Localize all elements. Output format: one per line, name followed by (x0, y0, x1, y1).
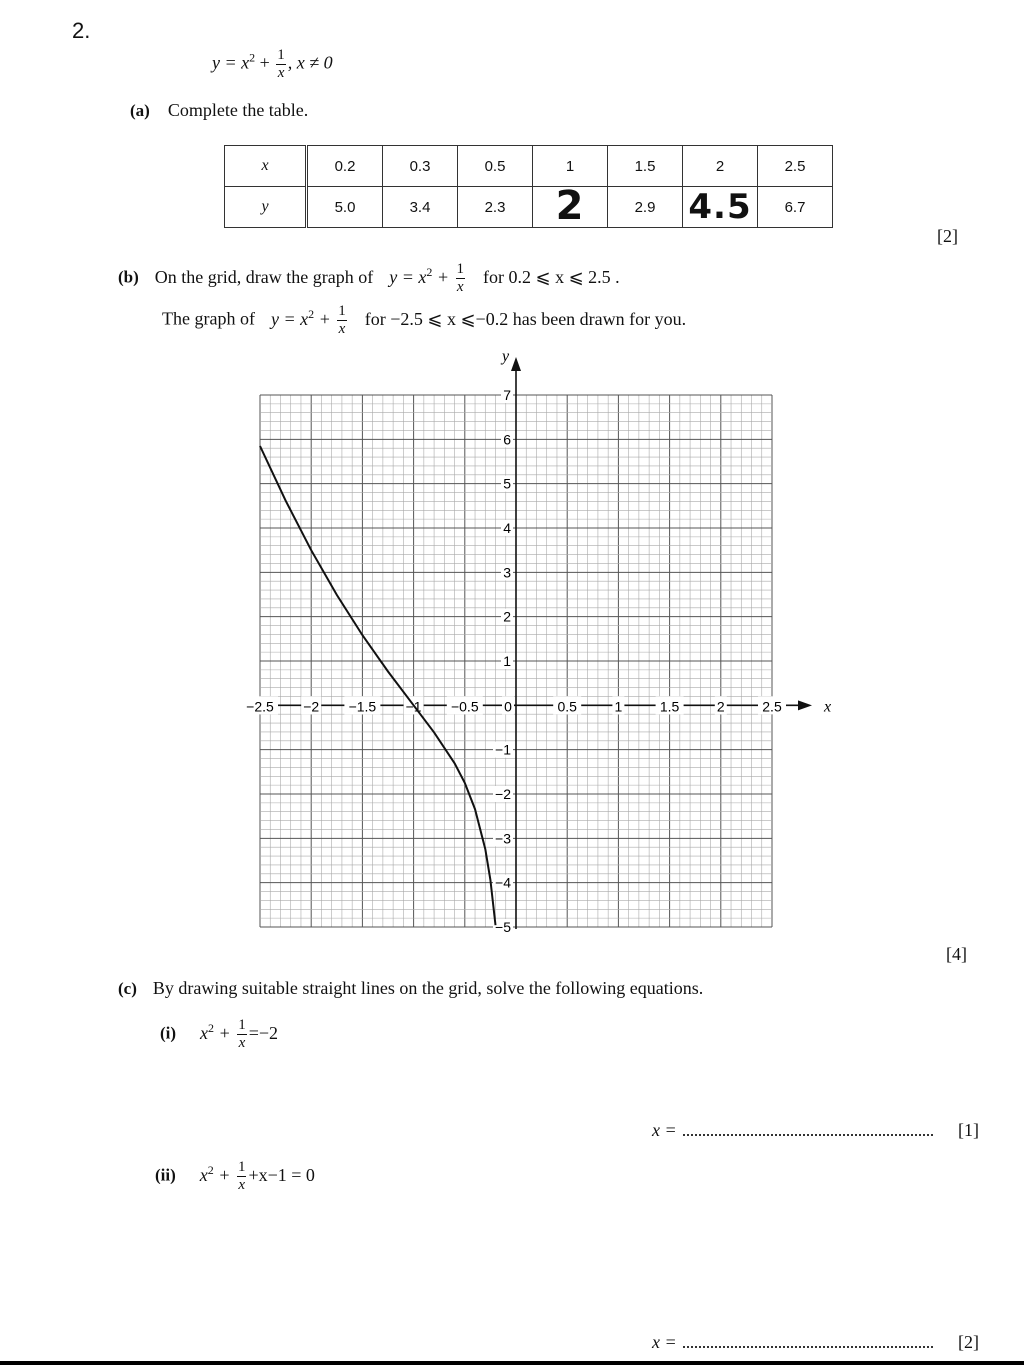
exp: 2 (308, 306, 315, 321)
part-b-text: On the grid, draw the graph of (154, 266, 374, 287)
x-tick-label: 0 (504, 698, 512, 715)
table-header-y: y (225, 187, 307, 228)
part-b-range: for 0.2 ⩽ x ⩽ 2.5 . (483, 266, 620, 287)
graph-grid[interactable] (220, 345, 830, 935)
part-a-marks: [2] (937, 226, 958, 246)
function-frac-num: 1 (277, 47, 285, 63)
question-number: 2. (72, 18, 91, 43)
table-cell: 0.3 (383, 146, 458, 187)
part-c-ii-label: (ii) (155, 1165, 176, 1185)
table-cell: 3.4 (383, 187, 458, 228)
function-definition (212, 48, 333, 81)
function-exponent: 2 (249, 50, 256, 65)
answer-line-ii[interactable] (652, 1332, 933, 1353)
frac-num: 1 (238, 1017, 246, 1033)
y-tick-label: 5 (503, 475, 511, 492)
function-frac-den: x (277, 65, 285, 81)
values-table (224, 145, 833, 228)
x-tick-label: 2.5 (762, 698, 782, 715)
table-cell: 6.7 (758, 187, 833, 228)
x-tick-label: 1 (614, 698, 623, 715)
answer-field-ii[interactable] (683, 1346, 933, 1348)
exp: 2 (208, 1020, 215, 1035)
part-b-text-2: The graph of (162, 308, 255, 329)
answer-prefix-ii: x = (652, 1332, 677, 1352)
table-cell: 1.5 (608, 146, 683, 187)
part-b-range-2: for −2.5 ⩽ x ⩽−0.2 has been drawn for you. (364, 308, 687, 329)
y-axis-arrow (511, 357, 521, 371)
table-cell: 1 (533, 146, 608, 187)
equation-tail-i: =−2 (248, 1022, 279, 1043)
table-cell: 5.0 (307, 187, 383, 228)
table-cell: 0.2 (307, 146, 383, 187)
y-tick-label: −4 (495, 874, 511, 891)
frac-den: x (238, 1177, 246, 1193)
table-cell: 2 (683, 146, 758, 187)
part-c-instruction: By drawing suitable straight lines on the grid, solve the following equations. (152, 978, 704, 998)
answer-prefix-i: x = (652, 1120, 677, 1140)
table-cell-answer[interactable] (683, 187, 758, 228)
table-cell-answer[interactable] (533, 183, 608, 229)
answer-field-i[interactable] (683, 1134, 933, 1136)
table-row-x (225, 146, 833, 187)
x-tick-label: 1.5 (659, 698, 680, 715)
x-tick-label: −1 (405, 698, 422, 715)
exp: 2 (426, 264, 433, 279)
table-cell: 2.3 (458, 187, 533, 228)
part-b-label: (b) (118, 267, 139, 287)
handwritten-answer: 2 (555, 183, 585, 229)
part-c-i: (i) $x^2$ + $\frac{1}{x}$ =−2 (160, 1017, 279, 1051)
part-c-ii: (ii) $x^2$ + $\frac{1}{x}$ +x−1 = 0 (155, 1159, 315, 1193)
x-tick-label: 0.5 (557, 698, 577, 715)
y-tick-label: 6 (503, 431, 511, 448)
y-tick-label: −1 (495, 741, 511, 758)
part-c-i-label: (i) (160, 1023, 177, 1043)
frac-num: 1 (338, 303, 346, 319)
function-plus: + (255, 52, 275, 73)
table-row-y (225, 187, 833, 228)
x-tick-label: −2.5 (246, 698, 274, 715)
part-c-label: (c) (118, 979, 137, 998)
frac-den: x (456, 279, 464, 295)
part-b-line2: The graph of $y = x^2$ + $\frac{1}{x}$ for −2.5 ⩽ x ⩽−0.2 has been drawn for you. (162, 303, 687, 337)
part-b-marks: [4] (946, 944, 967, 964)
handwritten-answer: 4.5 (688, 187, 752, 227)
equation-tail-ii: +x−1 = 0 (248, 1164, 315, 1185)
y-tick-label: 7 (503, 387, 511, 403)
x-tick-label: −1.5 (348, 698, 377, 715)
frac-num: 1 (237, 1159, 246, 1175)
part-b-line1: (b) On the grid, draw the graph of $y = x^2$ + $\frac{1}{x}$ for 0.2 ⩽ x ⩽ 2.5 . (118, 261, 620, 295)
x-tick-label: −0.5 (450, 698, 479, 715)
exp: 2 (207, 1162, 214, 1177)
x-tick-label: 2 (716, 698, 725, 715)
frac-num: 1 (456, 261, 464, 277)
part-a-instruction: Complete the table. (167, 100, 309, 120)
y-tick-label: −5 (495, 919, 511, 935)
y-tick-label: 1 (503, 653, 511, 669)
y-tick-label: −2 (495, 786, 511, 802)
table-header-x: x (225, 146, 307, 187)
y-tick-label: 2 (503, 608, 511, 625)
x-axis-arrow (798, 700, 812, 710)
y-tick-label: 3 (503, 564, 511, 581)
frac-den: x (238, 1035, 246, 1051)
function-condition: , x ≠ 0 (287, 52, 333, 73)
part-c-i-marks: [1] (958, 1120, 979, 1140)
y-tick-label: 4 (503, 520, 511, 536)
table-cell: 0.5 (458, 146, 533, 187)
answer-line-i[interactable] (652, 1120, 933, 1141)
x-tick-label: −2 (303, 698, 320, 715)
frac-den: x (338, 321, 346, 337)
y-axis-label: y (502, 348, 510, 365)
function-lhs: y = x (212, 52, 250, 73)
x-axis-label: x (824, 698, 832, 716)
table-cell: 2.9 (608, 187, 683, 228)
curve-series-line (260, 446, 496, 925)
page-bottom-rule (0, 1361, 1024, 1365)
table-cell: 2.5 (758, 146, 833, 187)
part-c-ii-marks: [2] (958, 1332, 979, 1352)
y-tick-label: −3 (495, 830, 511, 847)
part-a-label: (a) (130, 101, 150, 120)
